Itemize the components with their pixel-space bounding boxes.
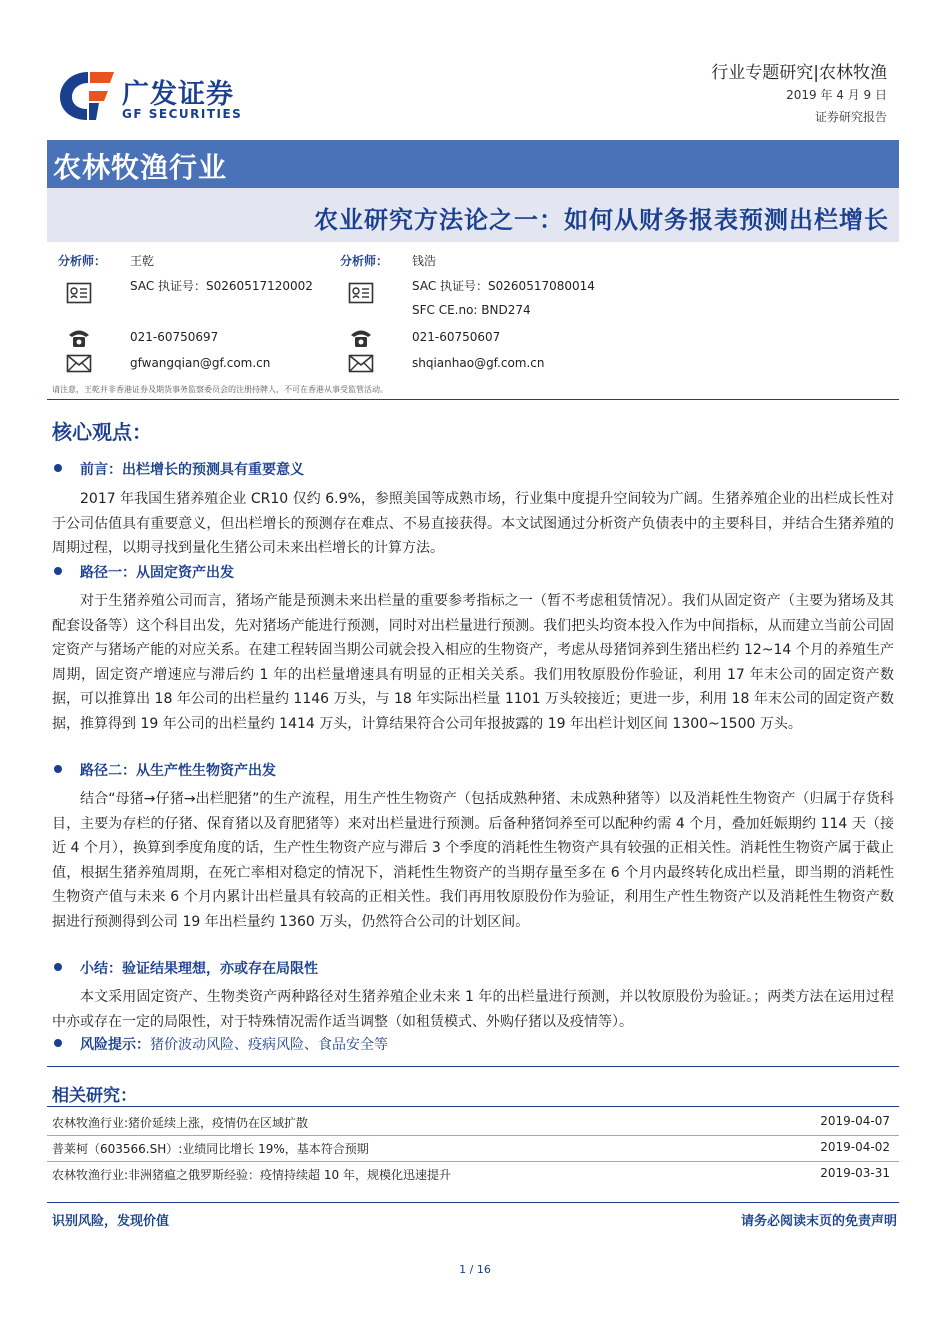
gf-logo-icon — [58, 70, 116, 122]
certificate-icon — [66, 282, 92, 306]
report-title: 农业研究方法论之一：如何从财务报表预测出栏增长 — [314, 206, 889, 234]
analyst-phone: 021-60750697 — [130, 330, 219, 344]
section-heading — [54, 760, 276, 780]
certificate-icon — [348, 282, 374, 306]
analyst-name: 钱浩 — [412, 254, 437, 268]
section-heading-text: 路径二：从生产性生物资产出发 — [80, 763, 276, 779]
divider — [47, 399, 899, 400]
section-paragraph: 结合“母猪→仔猪→出栏肥猪”的生产流程，用生产性生物资产（包括成熟种猪、未成熟种猪等）以及消耗性生物资产（归属于存货科目，主要为存栏的仔猪、保育猪以及育肥猪等）来对出栏量进行预测。后备种猪饲养至可以配种约需 4 个月，叠加妊娠期约 114 天（接近 4 个月），换算到季度角度的话，生产性生物资产应与滞后 3 个季度的消耗性生物资产具有较强的正相关性。消耗性生物资产属于截止值，根据生猪养殖周期，在死亡率相对稳定的情况下，消耗性生物资产的当期存量至多在 6 个月内最终转化成出栏量，即当期的消耗性生物资产值与未来 6 个月内累计出栏量具有较高的正相关性。我们再用牧原股份作为验证，利用生产性生物资产以及消耗性生物资产数据进行预测得到公司 19 年出栏量约 1360 万头，仍然符合公司的计划区间。 — [52, 791, 894, 930]
core-views-title: 核心观点： — [52, 420, 152, 444]
analyst-email[interactable]: shqianhao@gf.com.cn — [412, 356, 545, 370]
footer-disclaimer-link[interactable]: 请务必阅读末页的免责声明 — [740, 1214, 897, 1229]
analyst-disclaimer: 请注意，王乾并非香港证券及期货事务监察委员会的注册持牌人，不可在香港从事受监管活动。 — [52, 385, 388, 394]
row-divider — [47, 1161, 899, 1162]
section-heading-text: 小结：验证结果理想，亦或存在局限性 — [80, 961, 318, 977]
mail-icon — [66, 352, 92, 376]
section-heading — [54, 1034, 388, 1054]
related-item[interactable] — [52, 1114, 890, 1136]
analyst-sfc-cert: SFC CE.no: BND274 — [412, 303, 531, 317]
bullet-icon — [54, 765, 62, 773]
bullet-icon — [54, 464, 62, 472]
row-divider — [47, 1135, 899, 1136]
bullet-icon — [54, 1039, 62, 1047]
divider — [47, 1106, 899, 1107]
related-item-title: 农林牧渔行业:非洲猪瘟之俄罗斯经验：疫情持续超 10 年，规模化迅速提升 — [52, 1168, 451, 1182]
mail-icon — [348, 352, 374, 376]
bullet-icon — [54, 567, 62, 575]
analyst-label: 分析师： — [58, 254, 107, 268]
brand-name-en: GF SECURITIES — [122, 107, 243, 121]
section-heading-text: 风险提示： — [80, 1037, 150, 1053]
section-paragraph: 对于生猪养殖公司而言，猪场产能是预测未来出栏量的重要参考指标之一（暂不考虑租赁情况）。我们从固定资产（主要为猪场及其配套设备等）这个科目出发，先对猪场产能进行预测，同时对出栏量进行预测。我们把头均资本投入作为中间指标，从而建立当前公司固定资产与猪场产能的对应关系。在建工程转固当期公司就会投入相应的生物资产，考虑从母猪饲养到生猪出栏约 12~14 个月的养殖生产周期，固定资产增速应与滞后约 1 年的出栏量增速具有明显的正相关关系。我们用牧原股份作验证，利用 17 年末公司的固定资产数据，可以推算出 18 年公司的出栏量约 1146 万头，与 18 年实际出栏量 1101 万头较接近；更进一步，利用 18 年末公司的固定资产数据，推算得到 19 年公司的出栏量约 1414 万头，计算结果符合公司年报披露的 19 年出栏计划区间 1300~1500 万头。 — [52, 593, 894, 732]
section-heading-text: 路径一：从固定资产出发 — [80, 565, 234, 581]
industry-banner — [47, 140, 899, 188]
analyst-email[interactable]: gfwangqian@gf.com.cn — [130, 356, 271, 370]
related-item-title: 普莱柯（603566.SH）:业绩同比增长 19%，基本符合预期 — [52, 1142, 369, 1156]
analyst-name: 王乾 — [130, 254, 155, 268]
section-heading-text: 前言：出栏增长的预测具有重要意义 — [80, 462, 304, 478]
analyst-sac-cert: SAC 执证号：S0260517120002 — [130, 279, 313, 293]
related-item[interactable] — [52, 1140, 890, 1162]
section-heading — [54, 459, 304, 479]
related-item[interactable] — [52, 1166, 890, 1188]
analyst-sac-cert: SAC 执证号：S0260517080014 — [412, 279, 595, 293]
report-date: 2019 年 4 月 9 日 — [786, 88, 887, 102]
report-series: 行业专题研究|农林牧渔 — [711, 63, 887, 83]
risk-items: 猪价波动风险、疫病风险、食品安全等 — [150, 1037, 388, 1053]
section-heading — [54, 562, 234, 582]
related-item-date: 2019-04-02 — [820, 1140, 890, 1154]
footer-slogan: 识别风险，发现价值 — [52, 1214, 170, 1229]
industry-name: 农林牧渔行业 — [53, 151, 228, 184]
gf-logo — [58, 66, 258, 126]
related-item-date: 2019-03-31 — [820, 1166, 890, 1180]
related-item-date: 2019-04-07 — [820, 1114, 890, 1128]
related-item-title: 农林牧渔行业:猪价延续上涨，疫情仍在区域扩散 — [52, 1116, 309, 1130]
analyst-card — [58, 250, 358, 385]
divider — [47, 1066, 899, 1067]
analyst-card — [340, 250, 640, 385]
phone-icon — [66, 326, 92, 350]
section-heading — [54, 958, 318, 978]
section-paragraph: 2017 年我国生猪养殖企业 CR10 仅约 6.9%，参照美国等成熟市场，行业集中度提升空间较为广阔。生猪养殖企业的出栏成长性对于公司估值具有重要意义，但出栏增长的预测存在难点、不易直接获得。本文试图通过分析资产负债表中的主要科目，并结合生猪养殖的周期过程，以期寻找到量化生猪公司未来出栏增长的计算方法。 — [52, 491, 894, 556]
report-type: 证券研究报告 — [814, 110, 887, 124]
analyst-phone: 021-60750607 — [412, 330, 501, 344]
brand-name-cn: 广发证券 — [122, 79, 234, 110]
divider — [47, 1202, 899, 1203]
related-research-title: 相关研究： — [52, 1086, 137, 1106]
section-paragraph: 本文采用固定资产、生物类资产两种路径对生猪养殖企业未来 1 年的出栏量进行预测，并以牧原股份为验证。；两类方法在运用过程中亦或存在一定的局限性，对于特殊情况需作适当调整（如租赁模式、外购仔猪以及疫情等）。 — [52, 989, 894, 1030]
title-banner — [47, 188, 899, 242]
page-number: 1 / 16 — [459, 1263, 491, 1276]
phone-icon — [348, 326, 374, 350]
bullet-icon — [54, 963, 62, 971]
analyst-label: 分析师： — [340, 254, 389, 268]
